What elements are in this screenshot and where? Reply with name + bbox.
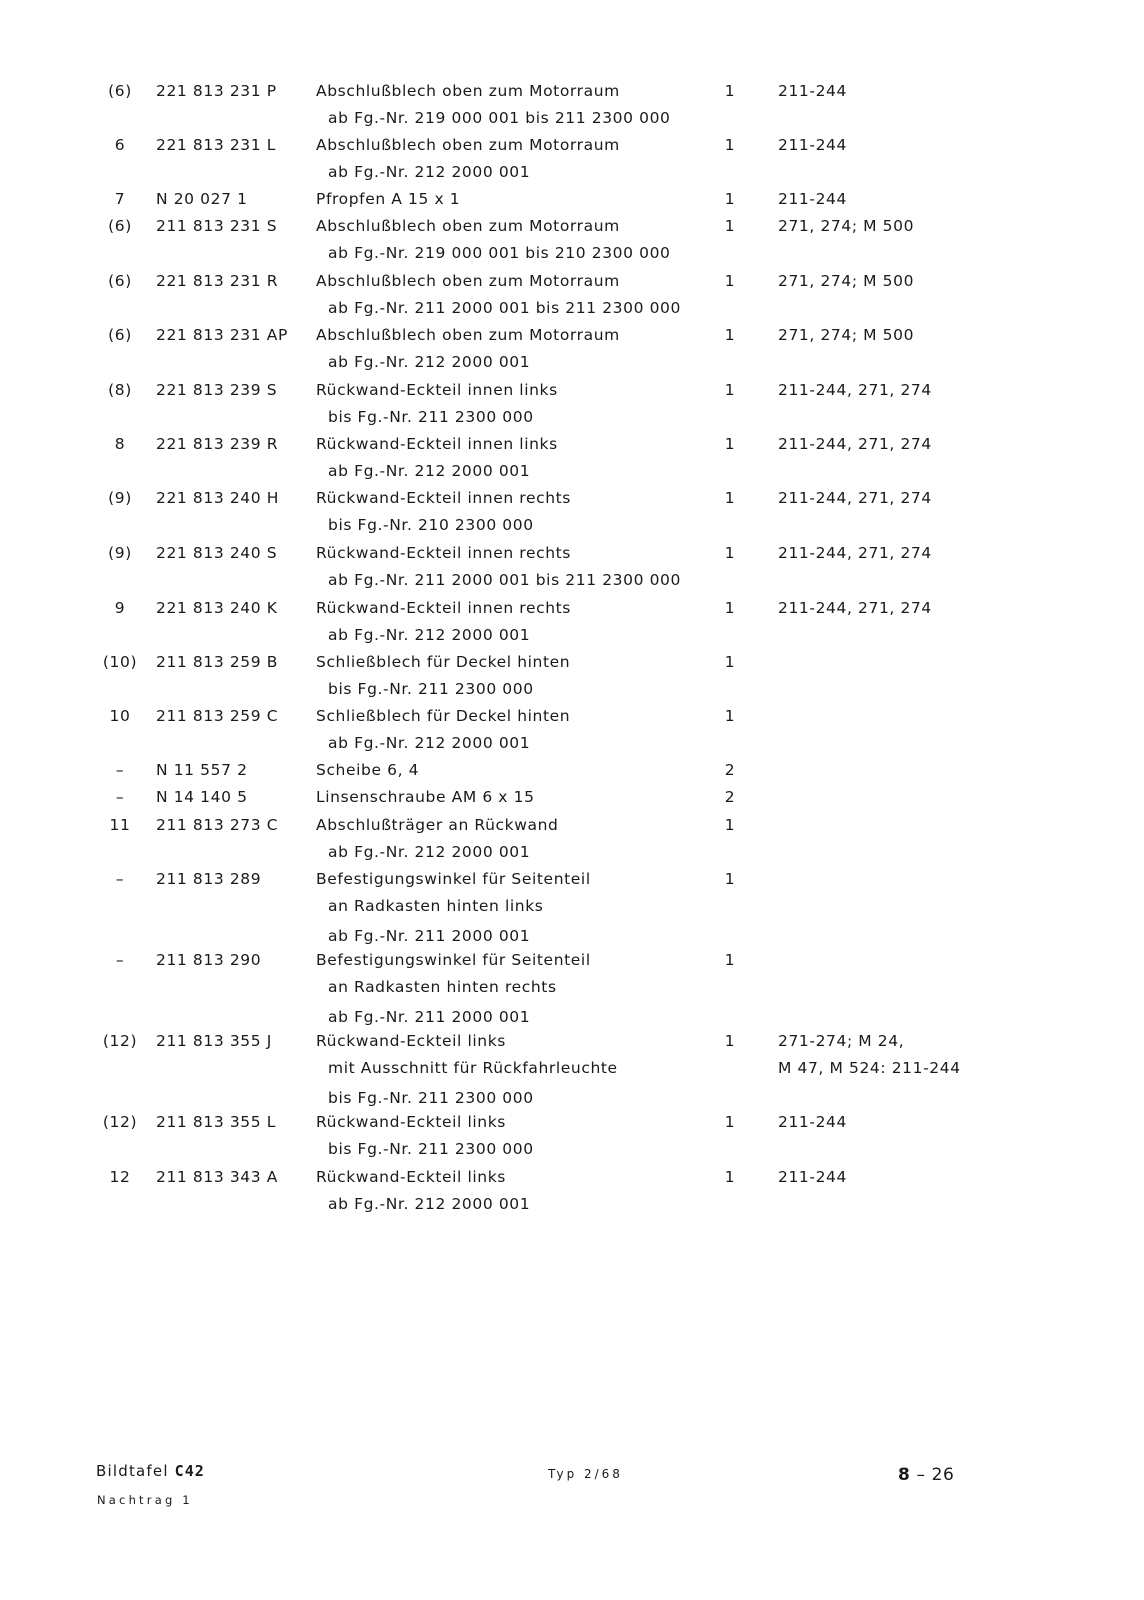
- position-number: (10): [102, 653, 138, 671]
- table-row: [0, 947, 1144, 973]
- table-row: [0, 213, 1144, 239]
- remark: 211-244: [778, 1113, 847, 1131]
- part-description: Rückwand-Eckteil innen links: [316, 435, 558, 453]
- position-number: (6): [108, 272, 132, 290]
- part-number: N 14 140 5: [156, 788, 248, 806]
- part-number: 221 813 231 AP: [156, 326, 288, 344]
- part-description: Befestigungswinkel für Seitenteil: [316, 951, 591, 969]
- part-note: ab Fg.-Nr. 212 2000 001: [328, 734, 531, 752]
- table-row-continuation: [0, 1136, 1144, 1162]
- page-num: 26: [931, 1465, 955, 1485]
- table-row-continuation: [0, 1191, 1144, 1217]
- part-note: ab Fg.-Nr. 219 000 001 bis 211 2300 000: [328, 109, 671, 127]
- position-number: –: [115, 788, 125, 806]
- part-note: ab Fg.-Nr. 212 2000 001: [328, 843, 531, 861]
- part-description: Pfropfen A 15 x 1: [316, 190, 461, 208]
- position-number: –: [115, 761, 125, 779]
- quantity: 1: [724, 435, 736, 453]
- remark: 271-274; M 24,: [778, 1032, 905, 1050]
- quantity: 1: [724, 544, 736, 562]
- part-note: ab Fg.-Nr. 219 000 001 bis 210 2300 000: [328, 244, 671, 262]
- plate-code: C42: [174, 1462, 205, 1480]
- remark: 211-244: [778, 190, 847, 208]
- part-number: 221 813 240 S: [156, 544, 278, 562]
- part-description: Rückwand-Eckteil innen rechts: [316, 544, 571, 562]
- table-row: [0, 812, 1144, 838]
- part-description: Abschlußblech oben zum Motorraum: [316, 136, 620, 154]
- quantity: 1: [724, 816, 736, 834]
- part-number: 221 813 231 L: [156, 136, 276, 154]
- table-row-continuation: [0, 730, 1144, 756]
- position-number: (9): [108, 489, 132, 507]
- table-row-continuation: [0, 1055, 1144, 1081]
- table-row-continuation: [0, 893, 1144, 919]
- position-number: (6): [108, 217, 132, 235]
- part-number: 211 813 355 J: [156, 1032, 272, 1050]
- table-row-continuation: [0, 676, 1144, 702]
- table-row: [0, 1028, 1144, 1054]
- part-number: 211 813 290: [156, 951, 262, 969]
- table-row: [0, 485, 1144, 511]
- part-number: N 20 027 1: [156, 190, 248, 208]
- part-description: Rückwand-Eckteil links: [316, 1032, 506, 1050]
- part-number: 221 813 239 S: [156, 381, 278, 399]
- table-row-continuation: [0, 349, 1144, 375]
- position-number: 6: [114, 136, 126, 154]
- part-note: ab Fg.-Nr. 212 2000 001: [328, 353, 531, 371]
- part-description: Scheibe 6, 4: [316, 761, 420, 779]
- table-row: [0, 132, 1144, 158]
- position-number: 12: [109, 1168, 131, 1186]
- remark: 211-244, 271, 274: [778, 599, 932, 617]
- quantity: 1: [724, 381, 736, 399]
- position-number: 9: [114, 599, 126, 617]
- table-row-continuation: [0, 159, 1144, 185]
- table-row: [0, 784, 1144, 810]
- part-number: 211 813 355 L: [156, 1113, 276, 1131]
- part-description: Rückwand-Eckteil innen links: [316, 381, 558, 399]
- type-label: Typ 2/68: [548, 1467, 623, 1481]
- position-number: (12): [102, 1113, 138, 1131]
- part-description: Befestigungswinkel für Seitenteil: [316, 870, 591, 888]
- quantity: 1: [724, 82, 736, 100]
- part-note: ab Fg.-Nr. 211 2000 001 bis 211 2300 000: [328, 571, 681, 589]
- quantity: 1: [724, 599, 736, 617]
- table-row: [0, 1109, 1144, 1135]
- quantity: 1: [724, 870, 736, 888]
- part-number: 211 813 259 B: [156, 653, 278, 671]
- position-number: 11: [109, 816, 131, 834]
- remark: 211-244, 271, 274: [778, 381, 932, 399]
- part-note: ab Fg.-Nr. 212 2000 001: [328, 462, 531, 480]
- remark: 271, 274; M 500: [778, 326, 915, 344]
- table-row: [0, 649, 1144, 675]
- plate-label: Bildtafel: [96, 1462, 169, 1480]
- part-number: N 11 557 2: [156, 761, 248, 779]
- part-number: 221 813 240 H: [156, 489, 279, 507]
- table-row: [0, 268, 1144, 294]
- position-number: 10: [109, 707, 131, 725]
- table-row-continuation: [0, 512, 1144, 538]
- part-note: an Radkasten hinten links: [328, 897, 544, 915]
- table-row: [0, 757, 1144, 783]
- table-row: [0, 595, 1144, 621]
- part-note: bis Fg.-Nr. 210 2300 000: [328, 516, 534, 534]
- remark: 211-244, 271, 274: [778, 489, 932, 507]
- quantity: 1: [724, 1168, 736, 1186]
- part-description: Schließblech für Deckel hinten: [316, 707, 571, 725]
- table-row-continuation: [0, 458, 1144, 484]
- table-row-continuation: [0, 1085, 1144, 1111]
- quantity: 1: [724, 272, 736, 290]
- quantity: 1: [724, 489, 736, 507]
- table-row: [0, 322, 1144, 348]
- position-number: 7: [114, 190, 126, 208]
- part-note: an Radkasten hinten rechts: [328, 978, 557, 996]
- page-separator: –: [916, 1465, 926, 1485]
- page-prefix: 8: [898, 1465, 911, 1485]
- table-row-continuation: [0, 839, 1144, 865]
- quantity: 2: [724, 761, 736, 779]
- part-number: 211 813 231 S: [156, 217, 278, 235]
- table-row-continuation: [0, 923, 1144, 949]
- part-description: Rückwand-Eckteil links: [316, 1113, 506, 1131]
- part-description: Rückwand-Eckteil links: [316, 1168, 506, 1186]
- quantity: 1: [724, 951, 736, 969]
- remark: 211-244, 271, 274: [778, 544, 932, 562]
- remark: 211-244: [778, 1168, 847, 1186]
- table-row-continuation: [0, 567, 1144, 593]
- part-note: ab Fg.-Nr. 211 2000 001: [328, 1008, 531, 1026]
- remark-continued: M 47, M 524: 211-244: [778, 1059, 961, 1077]
- table-row-continuation: [0, 295, 1144, 321]
- part-description: Abschlußblech oben zum Motorraum: [316, 326, 620, 344]
- position-number: –: [115, 870, 125, 888]
- position-number: (6): [108, 82, 132, 100]
- position-number: (8): [108, 381, 132, 399]
- part-note: ab Fg.-Nr. 211 2000 001 bis 211 2300 000: [328, 299, 681, 317]
- remark: 211-244, 271, 274: [778, 435, 932, 453]
- part-number: 221 813 239 R: [156, 435, 279, 453]
- remark: 211-244: [778, 136, 847, 154]
- quantity: 1: [724, 136, 736, 154]
- part-note: bis Fg.-Nr. 211 2300 000: [328, 680, 534, 698]
- quantity: 1: [724, 326, 736, 344]
- table-row: [0, 431, 1144, 457]
- quantity: 2: [724, 788, 736, 806]
- part-note: ab Fg.-Nr. 212 2000 001: [328, 163, 531, 181]
- quantity: 1: [724, 1032, 736, 1050]
- part-description: Abschlußblech oben zum Motorraum: [316, 217, 620, 235]
- part-note: bis Fg.-Nr. 211 2300 000: [328, 1089, 534, 1107]
- part-number: 221 813 240 K: [156, 599, 278, 617]
- table-row: [0, 1164, 1144, 1190]
- remark: 271, 274; M 500: [778, 217, 915, 235]
- table-row: [0, 377, 1144, 403]
- part-description: Rückwand-Eckteil innen rechts: [316, 489, 571, 507]
- part-note: ab Fg.-Nr. 212 2000 001: [328, 626, 531, 644]
- position-number: (12): [102, 1032, 138, 1050]
- table-row-continuation: [0, 1004, 1144, 1030]
- part-number: 221 813 231 P: [156, 82, 277, 100]
- position-number: (9): [108, 544, 132, 562]
- table-row: [0, 78, 1144, 104]
- part-description: Linsenschraube AM 6 x 15: [316, 788, 535, 806]
- table-row-continuation: [0, 404, 1144, 430]
- position-number: –: [115, 951, 125, 969]
- part-note: mit Ausschnitt für Rückfahrleuchte: [328, 1059, 618, 1077]
- table-row-continuation: [0, 622, 1144, 648]
- table-row-continuation: [0, 105, 1144, 131]
- part-number: 211 813 343 A: [156, 1168, 278, 1186]
- quantity: 1: [724, 217, 736, 235]
- remark: 211-244: [778, 82, 847, 100]
- part-note: ab Fg.-Nr. 212 2000 001: [328, 1195, 531, 1213]
- part-description: Rückwand-Eckteil innen rechts: [316, 599, 571, 617]
- position-number: 8: [114, 435, 126, 453]
- page-number: [898, 1465, 954, 1485]
- table-row-continuation: [0, 240, 1144, 266]
- part-note: bis Fg.-Nr. 211 2300 000: [328, 408, 534, 426]
- plate-reference: [96, 1462, 205, 1480]
- table-row: [0, 540, 1144, 566]
- part-description: Abschlußblech oben zum Motorraum: [316, 82, 620, 100]
- part-description: Abschlußträger an Rückwand: [316, 816, 559, 834]
- part-number: 211 813 259 C: [156, 707, 279, 725]
- remark: 271, 274; M 500: [778, 272, 915, 290]
- quantity: 1: [724, 653, 736, 671]
- part-description: Abschlußblech oben zum Motorraum: [316, 272, 620, 290]
- table-row-continuation: [0, 974, 1144, 1000]
- position-number: (6): [108, 326, 132, 344]
- quantity: 1: [724, 1113, 736, 1131]
- table-row: [0, 703, 1144, 729]
- part-number: 211 813 273 C: [156, 816, 279, 834]
- part-note: bis Fg.-Nr. 211 2300 000: [328, 1140, 534, 1158]
- quantity: 1: [724, 707, 736, 725]
- part-number: 211 813 289: [156, 870, 262, 888]
- table-row: [0, 866, 1144, 892]
- quantity: 1: [724, 190, 736, 208]
- part-number: 221 813 231 R: [156, 272, 279, 290]
- table-row: [0, 186, 1144, 212]
- part-note: ab Fg.-Nr. 211 2000 001: [328, 927, 531, 945]
- supplement-label: Nachtrag 1: [97, 1493, 193, 1507]
- part-description: Schließblech für Deckel hinten: [316, 653, 571, 671]
